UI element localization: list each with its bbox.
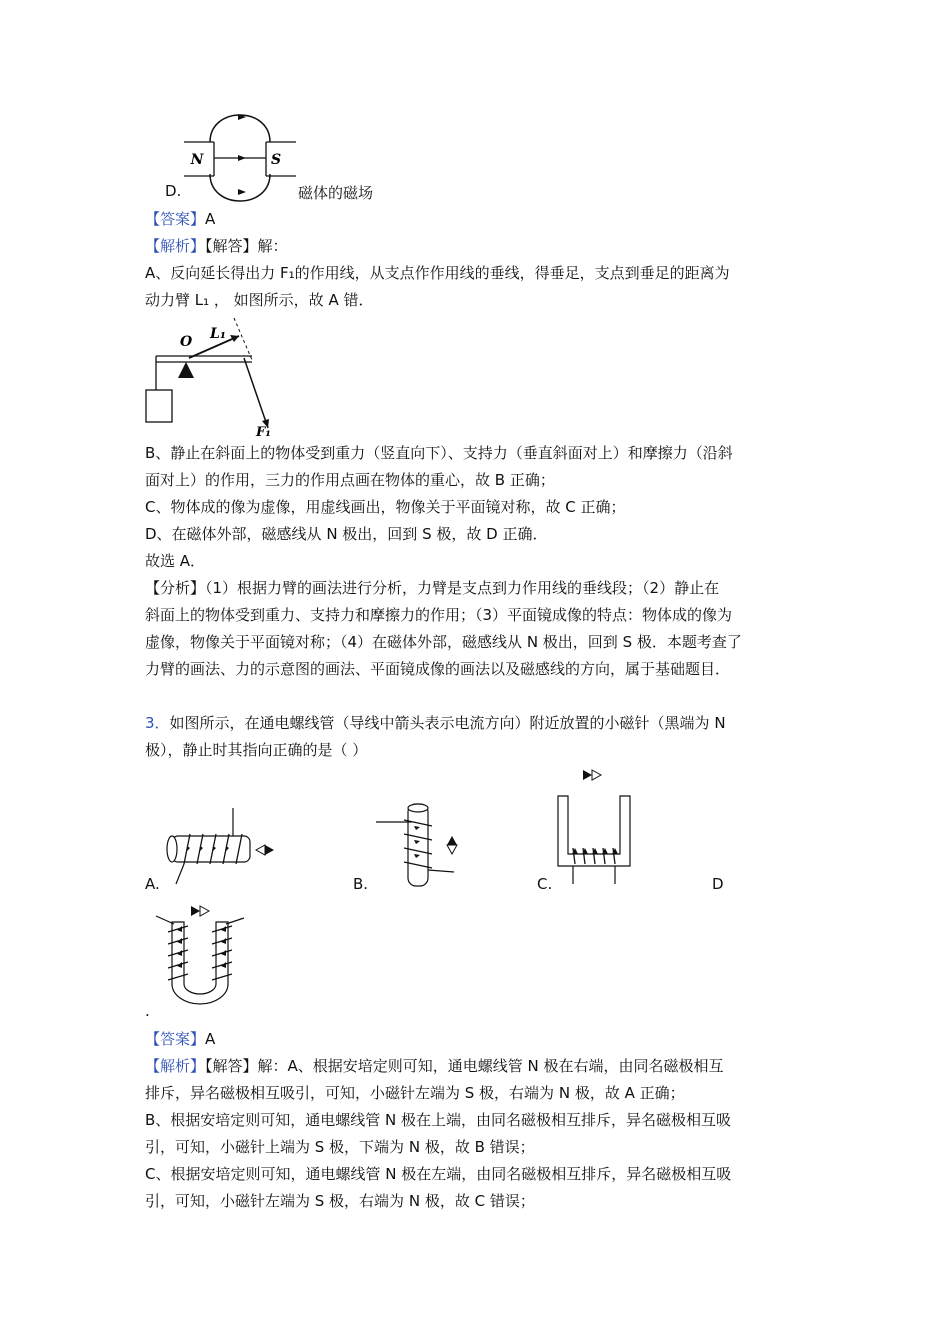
l1-label: L₁ <box>210 326 226 342</box>
q2-answer <box>145 206 810 233</box>
option-a-figure <box>160 800 280 890</box>
f1-label: F₁ <box>256 425 271 440</box>
q2-line-a2: 动力臂 L₁ ， 如图所示，故 A 错． <box>145 291 374 309</box>
q3-line-b1: B、根据安培定则可知，通电螺线管 N 极在上端，由同名磁极相互排斥，异名磁极相互吸 <box>145 1111 732 1129</box>
analysis-tag: 【解析】 <box>145 237 206 255</box>
question-number: 3． <box>145 714 170 732</box>
q2-line-c: C、物体成的像为虚像，用虚线画出，物像关于平面镜对称，故 C 正确； <box>145 498 626 516</box>
option-b-label: B. <box>353 875 369 893</box>
q2-analysis-1: 【分析】（1）根据力臂的画法进行分析，力臂是支点到力作用线的垂线段；（2）静止在 <box>145 579 720 597</box>
figure-dot: . <box>145 1002 150 1020</box>
q3-line-c1: C、根据安培定则可知，通电螺线管 N 极在左端，由同名磁极相互排斥，异名磁极相互吸 <box>145 1165 732 1183</box>
q2-line-d: D、在磁体外部，磁感线从 N 极出，回到 S 极，故 D 正确． <box>145 525 548 543</box>
q3-stem-1: 3．如图所示，在通电螺线管（导线中箭头表示电流方向）附近放置的小磁针（黑端为 N <box>145 714 726 732</box>
q3-line-c2: 引，可知，小磁针左端为 S 极，右端为 N 极，故 C 错误； <box>145 1192 535 1210</box>
fulcrum-label: O <box>180 334 193 350</box>
q2-conclusion: 故选 A． <box>145 552 206 570</box>
q2-analysis-header: 【解析】【解答】解： <box>145 237 288 255</box>
q2-line-b2: 面对上）的作用，三力的作用点画在物体的重心，故 B 正确； <box>145 471 555 489</box>
option-d-label-q3: D <box>712 875 724 893</box>
q3-answer <box>145 1026 810 1053</box>
option-a-label: A. <box>145 875 160 893</box>
option-d-figure <box>150 902 250 1012</box>
answer-value: A <box>205 210 216 228</box>
q2-line-b1: B、静止在斜面上的物体受到重力（竖直向下）、支持力（垂直斜面对上）和摩擦力（沿斜 <box>145 444 733 462</box>
q3-line-a2: 排斥，异名磁极相互吸引，可知，小磁针左端为 S 极，右端为 N 极，故 A 正确； <box>145 1084 685 1102</box>
option-c-figure <box>555 768 635 888</box>
option-c-label: C. <box>537 875 553 893</box>
q3-line-b2: 引，可知，小磁针上端为 S 极，下端为 N 极，故 B 错误； <box>145 1138 535 1156</box>
q3-line-a1: 【解析】【解答】解：A、根据安培定则可知，通电螺线管 N 极在右端，由同名磁极相互 <box>145 1057 724 1075</box>
analysis-tag: 【解析】 <box>145 1057 206 1075</box>
answer-tag: 【答案】 <box>145 1030 206 1048</box>
q2-analysis-3: 虚像，物像关于平面镜对称；（4）在磁体外部，磁感线从 N 极出，回到 S 极．本题考查了 <box>145 633 742 651</box>
n-pole-label: N <box>190 152 204 168</box>
solution-tag: 【解答】 <box>205 237 258 255</box>
q3-stem-2: 极），静止时其指向正确的是（ ） <box>145 741 368 759</box>
option-b-figure <box>370 800 470 890</box>
magnet-field-figure <box>180 112 300 200</box>
option-d-label: D. <box>165 182 182 200</box>
q2-line-a1: A、反向延长得出力 F₁的作用线，从支点作作用线的垂线，得垂足，支点到垂足的距离为 <box>145 264 730 282</box>
solution-tag: 【解答】 <box>205 1057 258 1075</box>
answer-tag: 【答案】 <box>145 210 206 228</box>
answer-value: A <box>205 1030 216 1048</box>
s-pole-label: S <box>270 152 282 168</box>
q2-analysis-2: 斜面上的物体受到重力、支持力和摩擦力的作用；（3）平面镜成像的特点：物体成的像为 <box>145 606 733 624</box>
lever-figure <box>144 318 271 440</box>
q2-analysis-4: 力臂的画法、力的示意图的画法、平面镜成像的画法以及磁感线的方向，属于基础题目． <box>145 660 731 678</box>
option-d-caption: 磁体的磁场 <box>298 184 374 202</box>
